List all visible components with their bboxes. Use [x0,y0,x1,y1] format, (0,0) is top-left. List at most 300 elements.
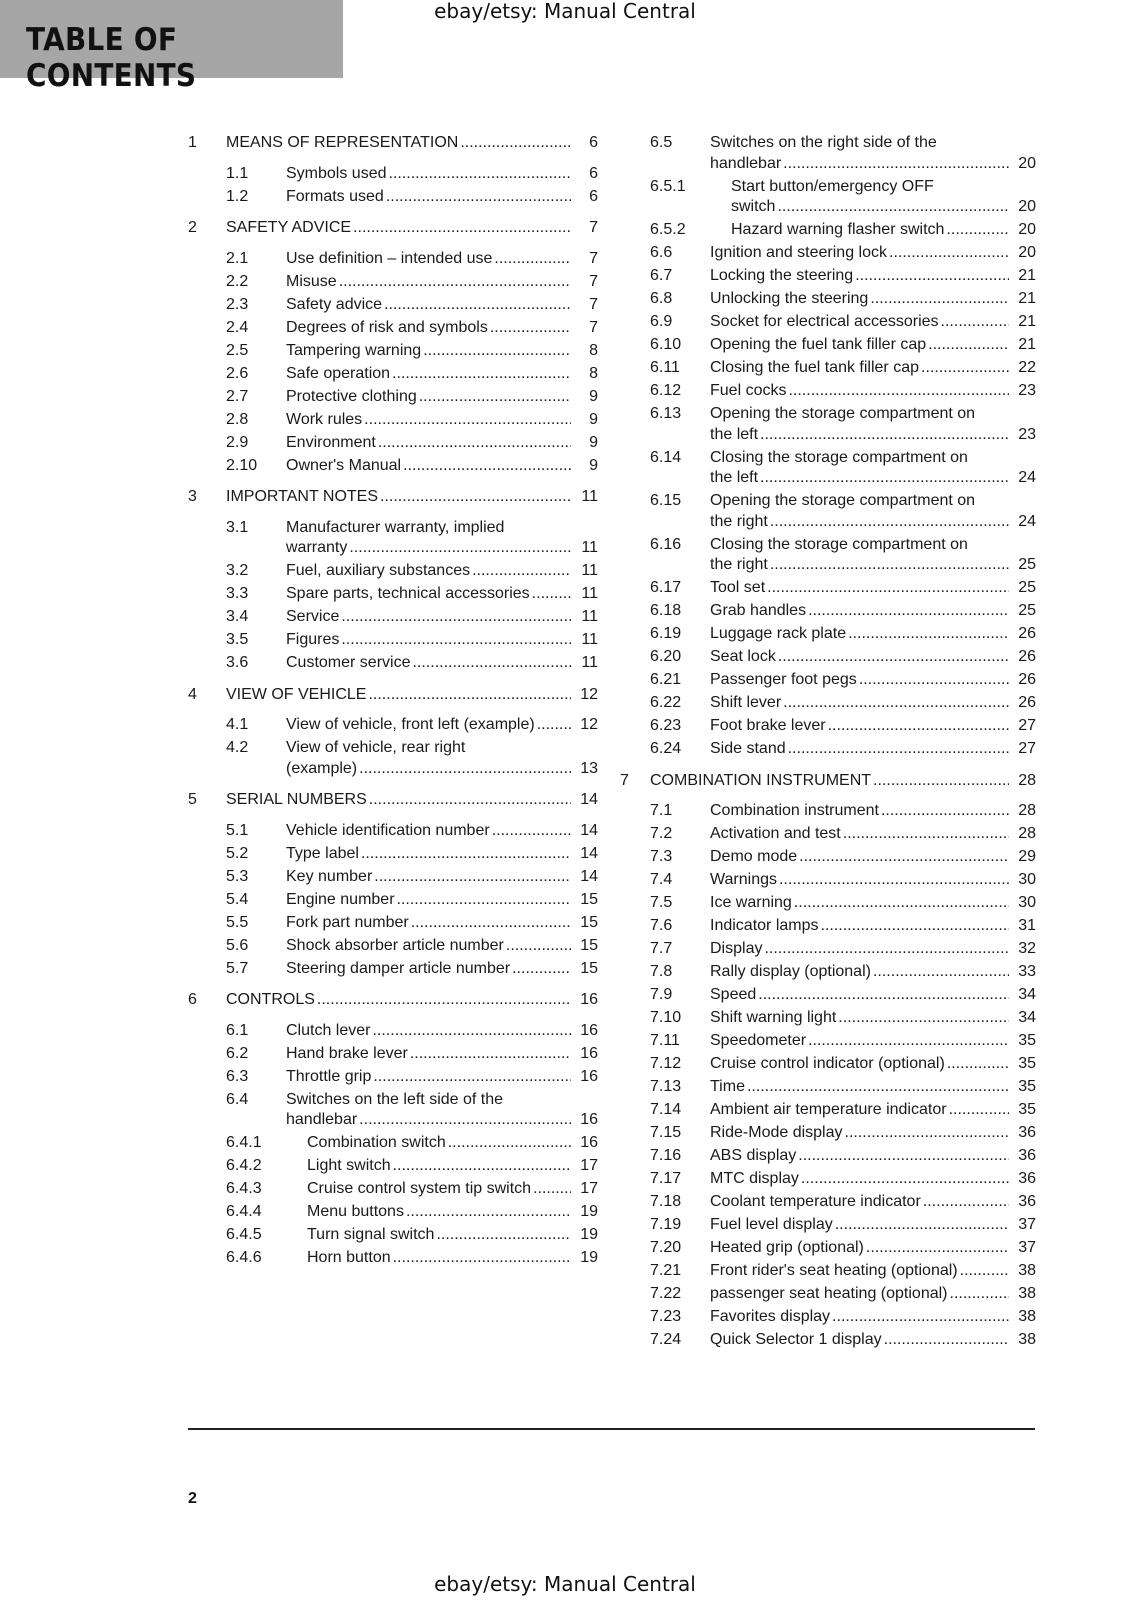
dot-leader [777,197,1009,218]
dot-leader [859,670,1009,691]
toc-entry-page: 26 [1018,671,1036,688]
toc-entry[interactable] [188,295,598,316]
toc-entry-number: 7.10 [650,1009,682,1026]
toc-entry-title: Type label [286,844,359,862]
toc-entry[interactable] [620,243,1036,264]
dot-leader [419,387,571,408]
toc-entry[interactable] [620,1238,1036,1259]
toc-entry-title: Rally display (optional) [710,963,871,980]
toc-entry-number: 6.5 [650,134,673,151]
toc-entry-page: 14 [580,791,598,808]
toc-entry-title: Luggage rack plate [710,625,847,642]
toc-entry-page: 37 [1018,1239,1036,1256]
dot-leader [448,1133,571,1154]
toc-entry-title: Side stand [710,740,786,757]
dot-leader [512,959,571,980]
toc-entry[interactable] [188,959,598,980]
toc-entry-number: 6.7 [650,267,673,284]
toc-entry-page: 9 [589,387,598,405]
dot-leader [397,890,571,911]
toc-entry-page: 9 [589,456,598,474]
toc-entry-number: 2.9 [226,433,249,451]
toc-entry-title: Switches on the left side of the [286,1090,504,1108]
toc-entry-page: 28 [1018,771,1036,789]
toc-entry[interactable] [620,1307,1036,1328]
toc-entry[interactable] [188,1044,598,1065]
toc-entry-number: 1.2 [226,187,249,205]
toc-entry-page: 36 [1018,1193,1036,1210]
toc-entry-title: Closing the storage compartment on [710,448,968,466]
toc-entry-number: 6.1 [226,1021,249,1039]
toc-entry-title: Closing the fuel tank filler cap [710,359,919,376]
dot-leader [460,133,571,154]
dot-leader [873,771,1009,792]
toc-entry-page: 38 [1018,1308,1036,1325]
dot-leader [788,381,1009,402]
toc-entry-number: 6.10 [650,336,682,353]
toc-entry-number: 5.3 [226,867,249,885]
toc-entry-page: 26 [1018,625,1036,642]
toc-entry-page: 20 [1018,221,1036,238]
toc-entry-title: Use definition – intended use [286,249,493,267]
dot-leader [838,1008,1009,1029]
dot-leader [393,1248,571,1269]
toc-entry[interactable] [620,335,1036,356]
dot-leader [946,220,1009,241]
toc-entry-page: 28 [1018,802,1036,819]
toc-entry[interactable] [620,220,1036,241]
toc-entry[interactable] [620,266,1036,287]
toc-entry[interactable] [620,985,1036,1006]
toc-entry[interactable] [620,624,1036,645]
dot-leader [835,1215,1009,1236]
toc-entry[interactable] [620,739,1036,760]
toc-entry[interactable] [188,133,598,154]
toc-entry[interactable] [188,1067,598,1088]
toc-entry[interactable] [620,647,1036,668]
toc-entry-number: 1.1 [226,164,249,182]
toc-entry-page: 31 [1018,917,1036,934]
dot-leader [373,1067,571,1088]
toc-entry-number: 6.8 [650,290,673,307]
toc-entry-page: 15 [580,913,598,931]
toc-entry[interactable] [188,410,598,431]
toc-entry-number: 7.8 [650,963,673,980]
toc-entry[interactable] [188,844,598,865]
toc-entry-title: Fuel, auxiliary substances [286,562,471,579]
toc-entry[interactable] [620,870,1036,891]
dot-leader [778,647,1009,668]
dot-leader [884,1330,1009,1351]
toc-entry-title: Socket for electrical accessories [710,313,939,330]
dot-leader [372,1021,571,1042]
toc-entry[interactable] [188,867,598,888]
toc-entry-number: 6.11 [650,359,680,376]
toc-entry-title: COMBINATION INSTRUMENT [650,771,872,789]
toc-entry[interactable] [188,518,598,559]
toc-banner [0,0,343,94]
dot-leader [881,801,1009,822]
dot-leader [532,584,571,605]
toc-entry-number: 2 [188,219,197,236]
toc-entry-page: 35 [1018,1078,1036,1095]
toc-entry[interactable] [188,187,598,208]
toc-entry-page: 28 [1018,825,1036,842]
toc-entry[interactable] [188,913,598,934]
toc-entry[interactable] [188,387,598,408]
toc-entry[interactable] [620,448,1036,489]
toc-entry[interactable] [188,1021,598,1042]
toc-entry[interactable] [620,1054,1036,1075]
toc-entry-title: Menu buttons [307,1203,404,1220]
dot-leader [832,1307,1009,1328]
toc-entry[interactable] [620,1031,1036,1052]
toc-entry-number: 7.23 [650,1308,682,1325]
toc-entry-number: 6.4.4 [226,1203,262,1220]
toc-entry-number: 5.5 [226,913,249,931]
toc-entry-title: Manufacturer warranty, implied [286,518,505,536]
toc-entry[interactable] [188,936,598,957]
toc-entry-title: Combination switch [307,1134,446,1151]
toc-entry[interactable] [620,670,1036,691]
toc-entry[interactable] [188,218,598,239]
toc-entry-title: Shift lever [710,694,782,711]
dot-leader [783,693,1009,714]
toc-entry-title: Tool set [710,579,766,596]
toc-entry-page: 16 [580,1111,598,1128]
toc-entry-number: 5.1 [226,821,249,839]
toc-entry-title: Fuel cocks [710,382,787,399]
toc-entry[interactable] [188,584,598,605]
toc-entry[interactable] [188,164,598,185]
toc-entry-page: 19 [580,1203,598,1220]
dot-leader [821,916,1010,937]
dot-leader [533,1179,571,1200]
toc-entry[interactable] [620,289,1036,310]
toc-entry[interactable] [188,1202,598,1223]
toc-entry[interactable] [188,607,598,628]
toc-entry-number: 6.22 [650,694,682,711]
dot-leader [423,341,571,362]
dot-leader [828,716,1009,737]
toc-entry-number: 6.18 [650,602,682,619]
dot-leader [779,870,1009,891]
toc-entry[interactable] [188,790,598,811]
toc-entry-page: 7 [589,272,598,290]
toc-entry[interactable] [188,318,598,339]
toc-entry-number: 6 [188,991,197,1008]
toc-entry[interactable] [188,630,598,651]
toc-entry-page: 21 [1018,267,1036,284]
toc-entry-page: 16 [580,1067,598,1085]
toc-entry[interactable] [188,738,598,779]
toc-entry-title: SAFETY ADVICE [226,219,352,236]
toc-entry[interactable] [620,1169,1036,1190]
toc-entry-page: 36 [1018,1170,1036,1187]
toc-entry-page: 27 [1018,717,1036,734]
toc-entry[interactable] [620,962,1036,983]
toc-entry[interactable] [188,685,598,706]
toc-entry-number: 7.21 [650,1262,682,1279]
toc-entry[interactable] [620,1077,1036,1098]
dot-leader [760,425,1009,446]
toc-entry-page: 38 [1018,1285,1036,1302]
dot-leader [950,1284,1010,1305]
toc-entry-number: 7.5 [650,894,673,911]
toc-entry[interactable] [620,1261,1036,1282]
toc-entry-number: 6.5.2 [650,221,686,238]
toc-entry[interactable] [620,1330,1036,1351]
toc-entry-number: 3.1 [226,518,249,536]
toc-entry-title: Warnings [710,871,777,888]
toc-entry-title: CONTROLS [226,991,315,1008]
toc-entry-page: 14 [580,867,598,885]
toc-entry-number: 5 [188,791,197,808]
toc-entry-page: 21 [1018,290,1036,307]
toc-entry-number: 7.1 [650,802,673,819]
toc-entry[interactable] [620,404,1036,445]
toc-entry-page: 15 [580,936,598,954]
toc-entry-page: 27 [1018,740,1036,757]
dot-leader [941,312,1009,333]
dot-leader [411,913,571,934]
dot-leader [947,1054,1009,1075]
toc-entry-page: 11 [581,608,598,625]
toc-entry-number: 7.3 [650,848,673,865]
toc-entry-page: 11 [581,654,598,671]
toc-entry-page: 7 [589,318,598,336]
toc-entry-number: 3.2 [226,562,249,579]
toc-entry[interactable] [188,364,598,385]
toc-entry-title: Ignition and steering lock [710,244,887,261]
toc-entry[interactable] [188,561,598,582]
toc-entry-page: 35 [1018,1101,1036,1118]
dot-leader [855,266,1009,287]
toc-entry[interactable] [188,456,598,477]
toc-entry-title: Opening the fuel tank filler cap [710,336,927,353]
toc-entry-page: 25 [1018,602,1036,619]
toc-entry[interactable] [620,177,1036,218]
toc-entry[interactable] [620,1215,1036,1236]
toc-entry-title: Fuel level display [710,1216,833,1233]
toc-entry-title: Ice warning [710,894,792,911]
toc-entry-title: Figures [286,631,340,648]
toc-entry[interactable] [620,893,1036,914]
toc-entry-number: 5.6 [226,936,249,954]
toc-entry-title: Demo mode [710,848,798,865]
dot-leader [341,607,571,628]
toc-entry-title: MTC display [710,1170,799,1187]
toc-entry-number: 7.20 [650,1239,682,1256]
toc-entry[interactable] [620,771,1036,792]
dot-leader [384,295,571,316]
dot-leader [760,468,1009,489]
toc-entry-number: 2.7 [226,387,249,405]
dot-leader [845,1123,1009,1144]
toc-entry-title: Vehicle identification number [286,821,490,839]
dot-leader [359,1110,571,1131]
toc-entry-number: 7.12 [650,1055,682,1072]
dot-leader [369,790,571,811]
toc-entry-number: 7.2 [650,825,673,842]
dot-leader [848,624,1009,645]
toc-entry-page: 9 [589,410,598,428]
toc-entry[interactable] [188,249,598,270]
toc-entry[interactable] [188,1248,598,1269]
toc-entry[interactable] [188,487,598,508]
toc-entry[interactable] [188,821,598,842]
toc-entry-number: 5.7 [226,959,249,977]
toc-entry[interactable] [620,578,1036,599]
toc-entry-title: Misuse [286,272,337,290]
toc-entry-page: 38 [1018,1262,1036,1279]
toc-entry-number: 7.19 [650,1216,682,1233]
toc-entry[interactable] [620,693,1036,714]
toc-entry-title: Speedometer [710,1032,807,1049]
toc-entry[interactable] [620,312,1036,333]
toc-entry[interactable] [188,433,598,454]
toc-entry-page: 35 [1018,1032,1036,1049]
toc-entry-title: Coolant temperature indicator [710,1193,921,1210]
toc-entry[interactable] [620,601,1036,622]
toc-entry[interactable] [620,1123,1036,1144]
dot-leader [801,1169,1009,1190]
toc-entry-page: 8 [589,364,598,382]
toc-entry-page: 8 [589,341,598,359]
toc-entry-page: 24 [1018,469,1036,486]
dot-leader [764,939,1009,960]
toc-entry-page: 6 [589,134,598,151]
toc-entry-number: 6.9 [650,313,673,330]
toc-entry-page: 17 [580,1157,598,1174]
dot-leader [378,433,571,454]
toc-entry[interactable] [620,939,1036,960]
toc-entry-title: SERIAL NUMBERS [226,791,367,808]
toc-entry-number: 5.2 [226,844,249,862]
toc-entry[interactable] [620,1192,1036,1213]
toc-entry-number: 6.4.3 [226,1180,262,1197]
dot-leader [490,318,571,339]
toc-entry[interactable] [620,801,1036,822]
dot-leader [767,578,1009,599]
toc-entry-number: 6.16 [650,535,682,553]
toc-entry[interactable] [620,535,1036,576]
toc-entry-title: Foot brake lever [710,717,826,734]
toc-entry-page: 17 [580,1180,598,1197]
toc-entry-number: 1 [188,134,197,151]
toc-entry-page: 34 [1018,1009,1036,1026]
toc-entry-page: 29 [1018,848,1036,865]
watermark-bottom: ebay/etsy: Manual Central [434,1572,696,1596]
toc-entry[interactable] [620,847,1036,868]
toc-entry[interactable] [188,653,598,674]
dot-leader [921,358,1009,379]
toc-entry-title: Combination instrument [710,802,879,819]
toc-entry[interactable] [620,381,1036,402]
toc-entry-title: Clutch lever [286,1021,371,1039]
toc-entry-page: 11 [581,585,598,602]
dot-leader [410,1044,571,1065]
toc-entry-number: 7.14 [650,1101,682,1118]
toc-entry[interactable] [188,1225,598,1246]
dot-leader [364,410,571,431]
toc-entry-title: Cruise control indicator (optional) [710,1055,945,1072]
toc-entry[interactable] [620,716,1036,737]
dot-leader [928,335,1009,356]
toc-entry-title: Safe operation [286,364,391,382]
toc-entry-page: 25 [1018,556,1036,573]
toc-entry-page: 16 [580,1044,598,1062]
toc-entry-page: 25 [1018,579,1036,596]
toc-entry-number: 5.4 [226,890,249,908]
toc-entry[interactable] [188,990,598,1011]
toc-entry-number: 6.24 [650,740,682,757]
toc-entry-number: 7.13 [650,1078,682,1095]
toc-entry-page: 21 [1018,336,1036,353]
dot-leader [374,867,571,888]
toc-entry[interactable] [620,358,1036,379]
dot-leader [341,630,571,651]
toc-entry-page: 9 [589,433,598,451]
toc-entry[interactable] [620,491,1036,532]
toc-entry[interactable] [620,133,1036,174]
toc-entry[interactable] [620,1100,1036,1121]
dot-leader [949,1100,1009,1121]
toc-entry-title: Degrees of risk and symbols [286,318,488,336]
toc-entry[interactable] [620,916,1036,937]
toc-entry-number: 7.24 [650,1331,682,1348]
toc-entry[interactable] [188,1090,598,1131]
toc-entry-title: Service [286,608,340,625]
toc-entry-page: 20 [1018,244,1036,261]
toc-entry[interactable] [620,1146,1036,1167]
toc-entry[interactable] [188,1156,598,1177]
dot-leader [870,289,1009,310]
toc-entry-title: View of vehicle, front left (example) [286,716,535,733]
toc-entry-title: Light switch [307,1157,391,1174]
toc-entry-number: 6.13 [650,405,682,422]
toc-entry-number: 2.10 [226,456,258,474]
toc-entry-title: Customer service [286,654,411,671]
toc-entry[interactable] [620,824,1036,845]
toc-entry[interactable] [188,1133,598,1154]
toc-entry[interactable] [188,715,598,736]
toc-entry[interactable] [188,890,598,911]
toc-entry-page: 36 [1018,1147,1036,1164]
dot-leader [492,821,571,842]
toc-entry-title: Protective clothing [286,387,417,405]
toc-entry-title: Hand brake lever [286,1044,408,1062]
toc-entry-number: 7.7 [650,940,673,957]
toc-entry-title: switch [731,198,776,215]
toc-entry[interactable] [188,1179,598,1200]
toc-entry[interactable] [620,1284,1036,1305]
dot-leader [472,561,571,582]
toc-entry-title: Quick Selector 1 display [710,1331,882,1348]
toc-entry-title: Grab handles [710,602,807,619]
toc-entry-page: 30 [1018,871,1036,888]
toc-entry-title: Fork part number [286,913,409,931]
toc-entry[interactable] [188,341,598,362]
toc-entry[interactable] [620,1008,1036,1029]
toc-entry-title: Unlocking the steering [710,290,869,307]
toc-entry-page: 24 [1018,512,1036,530]
toc-entry[interactable] [188,272,598,293]
toc-entry-number: 2.2 [226,272,249,290]
toc-entry-page: 15 [580,959,598,977]
toc-entry-title: passenger seat heating (optional) [710,1285,948,1302]
toc-entry-number: 3.3 [226,585,249,602]
